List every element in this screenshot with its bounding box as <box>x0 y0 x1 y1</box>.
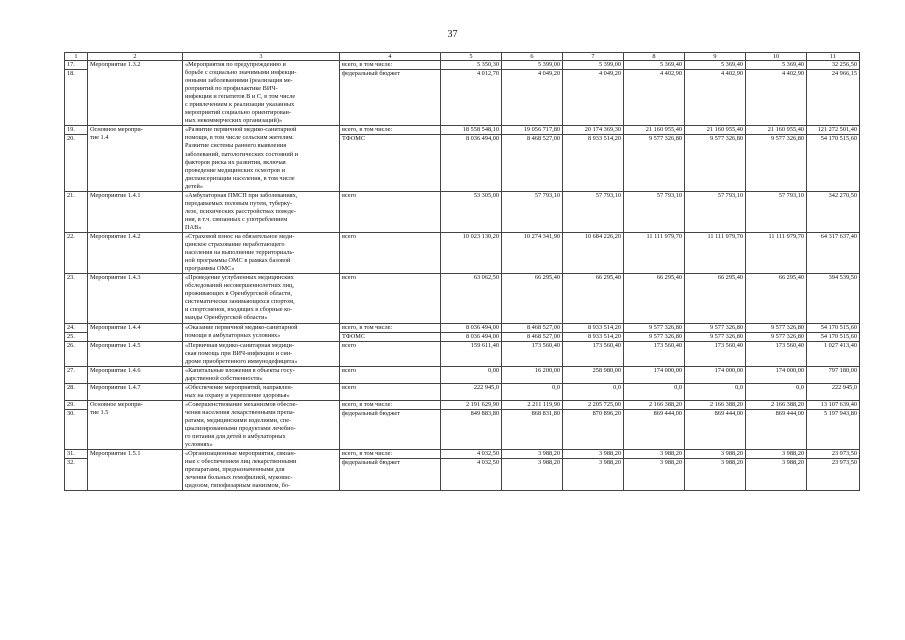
column-header: 9 <box>685 53 746 61</box>
amount-cell: 3 988,20 <box>746 450 807 459</box>
measure-name-cell <box>88 341 183 366</box>
amount-cell: 2 205 725,00 <box>563 400 624 409</box>
amount-cell: 3 988,20 <box>624 450 685 459</box>
measure-name-line: Мероприятие 1.4.5 <box>90 341 141 349</box>
measure-description-line: цинское страхование неработающего <box>185 241 285 249</box>
amount-cell: 9 577 326,80 <box>685 332 746 341</box>
row-number: 32. <box>67 459 75 467</box>
table-row <box>65 450 860 459</box>
measure-description-cell <box>183 450 340 491</box>
funding-source-cell: всего, в том числе: <box>340 450 441 459</box>
amount-cell: 2 166 388,20 <box>746 400 807 409</box>
row-number: 29. <box>67 400 75 408</box>
funding-source-cell: всего, в том числе: <box>340 323 441 332</box>
amount-cell: 9 577 326,80 <box>746 135 807 191</box>
measure-name-line: Мероприятие 1.5.1 <box>90 450 141 458</box>
funding-source-cell: всего <box>340 274 441 323</box>
table-row <box>65 323 860 332</box>
row-number: 23. <box>67 274 75 282</box>
measure-description-line: манды Оренбургской области» <box>185 314 268 322</box>
row-number-cell <box>65 366 88 383</box>
measure-description-line: ская помощь при ВИЧ-инфекции и син- <box>185 349 293 357</box>
measure-name-line: Основное меропри- <box>90 400 143 408</box>
measure-description-cell <box>183 274 340 323</box>
measure-description-line: проведение медицинских осмотров и <box>185 166 285 174</box>
funding-source-cell: всего <box>340 383 441 400</box>
measure-description-line: «Капитальные вложения в объекты госу- <box>185 366 295 374</box>
amount-cell: 21 160 955,40 <box>746 126 807 135</box>
table-row <box>65 366 860 383</box>
amount-cell: 222 945,0 <box>807 383 860 400</box>
amount-cell: 8 933 514,20 <box>563 135 624 191</box>
measure-description-line: ния, в т.ч. связанных с употреблением <box>185 215 288 223</box>
amount-cell: 19 056 717,80 <box>502 126 563 135</box>
amount-cell: 5 369,40 <box>685 61 746 70</box>
measure-name-cell <box>88 400 183 449</box>
amount-cell: 173 560,40 <box>563 341 624 366</box>
measure-description-line: диспансеризации населения, в том числе <box>185 174 295 182</box>
amount-cell: 4 032,50 <box>441 450 502 459</box>
row-number: 27. <box>67 366 75 374</box>
amount-cell: 23 973,50 <box>807 459 860 491</box>
measure-name-cell <box>88 126 183 191</box>
amount-cell: 159 611,40 <box>441 341 502 366</box>
amount-cell: 23 973,50 <box>807 450 860 459</box>
measure-description-line: лезе, психических расстройствах поведе- <box>185 207 296 215</box>
amount-cell: 0,0 <box>624 383 685 400</box>
amount-cell: 0,00 <box>441 366 502 383</box>
amount-cell: 8 468 527,00 <box>502 323 563 332</box>
row-number-cell <box>65 135 88 191</box>
amount-cell: 173 560,40 <box>624 341 685 366</box>
measure-name-cell <box>88 61 183 126</box>
amount-cell: 394 539,50 <box>807 274 860 323</box>
amount-cell: 174 000,00 <box>746 366 807 383</box>
measure-description-cell <box>183 366 340 383</box>
measure-description-line: циализированными продуктами лечебно- <box>185 425 296 433</box>
amount-cell: 0,0 <box>563 383 624 400</box>
table-row <box>65 400 860 409</box>
amount-cell: 2 166 388,20 <box>624 400 685 409</box>
amount-cell: 4 049,20 <box>563 70 624 126</box>
measure-name-line: Мероприятие 1.4.7 <box>90 383 141 391</box>
amount-cell: 173 560,40 <box>685 341 746 366</box>
row-number-cell <box>65 341 88 366</box>
program-budget-table <box>64 52 860 491</box>
row-number-cell <box>65 459 88 491</box>
measure-description-line: заболеваний, патологических состояний и <box>185 150 299 158</box>
column-header: 1 <box>65 53 88 61</box>
amount-cell: 9 577 326,80 <box>624 135 685 191</box>
column-header: 11 <box>807 53 860 61</box>
measure-description-cell <box>183 61 340 126</box>
amount-cell: 869 444,00 <box>746 410 807 450</box>
amount-cell: 10 023 130,20 <box>441 233 502 274</box>
measure-description-line: лечения больных гемофилией, муковис- <box>185 474 293 482</box>
measure-description-cell <box>183 126 340 191</box>
measure-description-line: препаратами, предназначенными для <box>185 466 285 474</box>
measure-description-line: детей» <box>185 182 204 190</box>
row-number-cell <box>65 332 88 341</box>
row-number-cell <box>65 323 88 332</box>
table-row <box>65 191 860 232</box>
measure-description-line: «Организационные мероприятия, связан- <box>185 450 296 458</box>
amount-cell: 66 295,40 <box>624 274 685 323</box>
amount-cell: 8 468 527,00 <box>502 135 563 191</box>
amount-cell: 869 444,00 <box>685 410 746 450</box>
row-number-cell <box>65 233 88 274</box>
amount-cell: 4 402,90 <box>746 70 807 126</box>
amount-cell: 173 560,40 <box>746 341 807 366</box>
amount-cell: 4 032,50 <box>441 459 502 491</box>
measure-name-line: Мероприятие 1.4.2 <box>90 233 141 241</box>
amount-cell: 258 980,00 <box>563 366 624 383</box>
row-number: 20. <box>67 135 75 143</box>
amount-cell: 3 988,20 <box>746 459 807 491</box>
amount-cell: 10 684 226,20 <box>563 233 624 274</box>
funding-source-cell: всего, в том числе: <box>340 61 441 70</box>
row-number: 31. <box>67 450 75 458</box>
amount-cell: 797 180,00 <box>807 366 860 383</box>
measure-name-line: тие 1.4 <box>90 134 109 142</box>
measure-description-line: ных на охрану и укрепление здоровья» <box>185 391 290 399</box>
measure-description-line: борьбе с социально значимыми инфекци- <box>185 69 297 77</box>
amount-cell: 4 402,90 <box>624 70 685 126</box>
table-body <box>65 53 860 491</box>
amount-cell: 1 027 413,40 <box>807 341 860 366</box>
amount-cell: 3 988,20 <box>685 450 746 459</box>
row-number-cell <box>65 274 88 323</box>
row-number-cell <box>65 191 88 232</box>
row-number: 30. <box>67 410 75 417</box>
column-header: 6 <box>502 53 563 61</box>
amount-cell: 20 174 369,30 <box>563 126 624 135</box>
funding-source-cell: всего <box>340 233 441 274</box>
measure-description-cell <box>183 341 340 366</box>
column-number-header-row <box>65 53 860 61</box>
table-row <box>65 341 860 366</box>
amount-cell: 174 000,00 <box>624 366 685 383</box>
funding-source-cell: ТФОМС <box>340 332 441 341</box>
measure-name-cell <box>88 274 183 323</box>
measure-description-line: и спортсменов, входящих в сборные ко- <box>185 306 293 314</box>
amount-cell: 10 274 341,90 <box>502 233 563 274</box>
amount-cell: 66 295,40 <box>746 274 807 323</box>
table-row <box>65 61 860 70</box>
measure-description-line: ные с обеспечением лиц лекарственными <box>185 458 297 466</box>
funding-source-cell: ТФОМС <box>340 135 441 191</box>
funding-source-cell: всего <box>340 191 441 232</box>
amount-cell: 8 933 514,20 <box>563 323 624 332</box>
row-number-cell <box>65 400 88 409</box>
row-number: 24. <box>67 323 75 331</box>
amount-cell: 222 945,0 <box>441 383 502 400</box>
amount-cell: 8 933 514,20 <box>563 332 624 341</box>
measure-description-line: го питания для детей в амбулаторных <box>185 433 286 441</box>
amount-cell: 5 369,40 <box>624 61 685 70</box>
funding-source-cell: всего <box>340 341 441 366</box>
measure-description-cell <box>183 383 340 400</box>
measure-description-line: ных некоммерческих организаций)» <box>185 117 283 125</box>
amount-cell: 0,0 <box>502 383 563 400</box>
measure-description-line: цидозом, гипофизарным нанизмом, бо- <box>185 482 291 490</box>
row-number-cell <box>65 61 88 70</box>
row-number-cell <box>65 450 88 459</box>
column-header: 4 <box>340 53 441 61</box>
amount-cell: 11 111 979,70 <box>624 233 685 274</box>
amount-cell: 5 399,00 <box>502 61 563 70</box>
amount-cell: 9 577 326,80 <box>746 323 807 332</box>
measure-description-line: «Амбулаторная ПМСП при заболеваниях, <box>185 191 298 199</box>
amount-cell: 4 012,70 <box>441 70 502 126</box>
amount-cell: 57 793,10 <box>746 191 807 232</box>
measure-description-line: помощи в амбулаторных условиях» <box>185 331 281 339</box>
measure-description-line: «Первичная медико-санитарная медици- <box>185 341 294 349</box>
table-row <box>65 274 860 323</box>
measure-description-line: «Обеспечение мероприятий, направлен- <box>185 383 293 391</box>
amount-cell: 121 272 501,40 <box>807 126 860 135</box>
funding-source-cell: всего <box>340 366 441 383</box>
row-number: 17. <box>67 61 75 68</box>
amount-cell: 3 988,20 <box>502 450 563 459</box>
amount-cell: 2 191 629,90 <box>441 400 502 409</box>
row-number: 26. <box>67 341 75 349</box>
measure-name-line: Мероприятие 1.4.4 <box>90 323 141 331</box>
measure-description-line: проживающих в Оренбургской области, <box>185 290 293 298</box>
table-row <box>65 126 860 135</box>
measure-name-cell <box>88 366 183 383</box>
amount-cell: 8 036 494,00 <box>441 323 502 332</box>
column-header: 2 <box>88 53 183 61</box>
measure-description-line: условиях» <box>185 441 213 449</box>
amount-cell: 0,0 <box>685 383 746 400</box>
row-number: 19. <box>67 126 75 134</box>
measure-description-line: онными заболеваниями (реализация ме- <box>185 77 293 85</box>
amount-cell: 5 197 943,80 <box>807 410 860 450</box>
amount-cell: 5 369,40 <box>746 61 807 70</box>
amount-cell: 63 062,50 <box>441 274 502 323</box>
amount-cell: 54 170 515,60 <box>807 332 860 341</box>
amount-cell: 4 402,90 <box>685 70 746 126</box>
measure-description-line: инфекции и гепатитов В и С, в том числе <box>185 93 296 101</box>
amount-cell: 9 577 326,80 <box>746 332 807 341</box>
measure-description-line: «Оказание первичной медико-санитарной <box>185 323 298 331</box>
measure-description-line: «Проведение углубленных медицинских <box>185 274 294 282</box>
amount-cell: 2 211 119,90 <box>502 400 563 409</box>
amount-cell: 8 036 494,00 <box>441 135 502 191</box>
column-header: 5 <box>441 53 502 61</box>
funding-source-cell: федеральный бюджет <box>340 459 441 491</box>
amount-cell: 868 831,80 <box>502 410 563 450</box>
amount-cell: 21 160 955,40 <box>624 126 685 135</box>
measure-description-line: Развитие системы раннего выявления <box>185 142 287 150</box>
amount-cell: 13 107 639,40 <box>807 400 860 409</box>
amount-cell: 11 111 979,70 <box>685 233 746 274</box>
measure-name-cell <box>88 233 183 274</box>
amount-cell: 16 200,00 <box>502 366 563 383</box>
amount-cell: 849 883,80 <box>441 410 502 450</box>
amount-cell: 9 577 326,80 <box>685 323 746 332</box>
measure-description-line: ратами, медицинскими изделиями, спе- <box>185 417 292 425</box>
measure-description-cell <box>183 191 340 232</box>
amount-cell: 5 350,30 <box>441 61 502 70</box>
measure-name-cell <box>88 191 183 232</box>
amount-cell: 53 305,00 <box>441 191 502 232</box>
amount-cell: 0,0 <box>746 383 807 400</box>
amount-cell: 57 793,10 <box>624 191 685 232</box>
column-header: 7 <box>563 53 624 61</box>
amount-cell: 2 166 388,20 <box>685 400 746 409</box>
measure-description-line: чения населения лекарственными препа- <box>185 409 295 416</box>
column-header: 8 <box>624 53 685 61</box>
column-header: 3 <box>183 53 340 61</box>
measure-name-line: Основное меропри- <box>90 126 143 134</box>
measure-name-cell <box>88 450 183 491</box>
amount-cell: 342 270,50 <box>807 191 860 232</box>
amount-cell: 3 988,20 <box>624 459 685 491</box>
row-number-cell <box>65 410 88 450</box>
row-number: 22. <box>67 233 75 241</box>
amount-cell: 3 988,20 <box>502 459 563 491</box>
amount-cell: 66 295,40 <box>685 274 746 323</box>
measure-description-line: населения на выполнение территориаль- <box>185 249 295 257</box>
measure-description-cell <box>183 400 340 449</box>
measure-description-line: дарственной собственности» <box>185 374 263 382</box>
amount-cell: 869 444,00 <box>624 410 685 450</box>
funding-source-cell: федеральный бюджет <box>340 410 441 450</box>
measure-description-line: «Мероприятия по предупреждению и <box>185 61 286 68</box>
row-number: 28. <box>67 383 75 391</box>
measure-description-line: «Совершенствование механизмов обеспе- <box>185 400 298 408</box>
amount-cell: 173 560,40 <box>502 341 563 366</box>
measure-name-line: тие 1.5 <box>90 409 109 416</box>
measure-description-line: ПАВ» <box>185 223 202 231</box>
row-number: 18. <box>67 70 75 78</box>
amount-cell: 11 111 979,70 <box>746 233 807 274</box>
measure-name-cell <box>88 323 183 341</box>
measure-description-line: с привлечением к реализации указанных <box>185 101 295 109</box>
column-header: 10 <box>746 53 807 61</box>
amount-cell: 9 577 326,80 <box>624 323 685 332</box>
amount-cell: 57 793,10 <box>502 191 563 232</box>
row-number-cell <box>65 383 88 400</box>
measure-name-line: Мероприятие 1.4.1 <box>90 191 141 199</box>
page-number: 37 <box>447 29 458 40</box>
amount-cell: 3 988,20 <box>685 459 746 491</box>
funding-source-cell: федеральный бюджет <box>340 70 441 126</box>
amount-cell: 57 793,10 <box>563 191 624 232</box>
amount-cell: 9 577 326,80 <box>685 135 746 191</box>
measure-name-line: Мероприятие 1.4.6 <box>90 366 141 374</box>
measure-description-cell <box>183 323 340 341</box>
row-number: 21. <box>67 191 75 199</box>
measure-description-line: факторов риска их развития, включая <box>185 158 286 166</box>
measure-name-line: Мероприятие 1.3.2 <box>90 61 141 68</box>
amount-cell: 8 036 494,00 <box>441 332 502 341</box>
amount-cell: 57 793,10 <box>685 191 746 232</box>
measure-description-line: программы ОМС» <box>185 265 235 273</box>
row-number-cell <box>65 70 88 126</box>
funding-source-cell: всего, в том числе: <box>340 400 441 409</box>
amount-cell: 21 160 955,40 <box>685 126 746 135</box>
table-row <box>65 383 860 400</box>
amount-cell: 66 295,40 <box>502 274 563 323</box>
amount-cell: 174 000,00 <box>685 366 746 383</box>
measure-description-line: «Развитие первичной медико-санитарной <box>185 126 297 134</box>
measure-description-line: помощи, в том числе сельским жителям. <box>185 134 294 142</box>
amount-cell: 54 170 515,60 <box>807 135 860 191</box>
measure-description-line: передаваемых половым путем, туберку- <box>185 199 293 207</box>
table-row <box>65 233 860 274</box>
amount-cell: 870 896,20 <box>563 410 624 450</box>
amount-cell: 24 966,15 <box>807 70 860 126</box>
amount-cell: 3 988,20 <box>563 459 624 491</box>
measure-description-cell <box>183 233 340 274</box>
measure-name-line: Мероприятие 1.4.3 <box>90 274 141 282</box>
measure-description-line: обследований несовершеннолетних лиц, <box>185 282 294 290</box>
amount-cell: 9 577 326,80 <box>624 332 685 341</box>
amount-cell: 8 468 527,00 <box>502 332 563 341</box>
measure-description-line: «Страховой взнос на обязательное меди- <box>185 233 295 241</box>
amount-cell: 18 558 548,10 <box>441 126 502 135</box>
row-number: 25. <box>67 332 75 340</box>
measure-description-line: мероприятий социально ориентирован- <box>185 109 291 117</box>
amount-cell: 66 295,40 <box>563 274 624 323</box>
amount-cell: 3 988,20 <box>563 450 624 459</box>
amount-cell: 64 317 637,40 <box>807 233 860 274</box>
amount-cell: 54 170 515,60 <box>807 323 860 332</box>
measure-description-line: ной программы ОМС в рамках базовой <box>185 257 291 265</box>
measure-description-line: роприятий по профилактике ВИЧ- <box>185 85 278 93</box>
amount-cell: 5 399,00 <box>563 61 624 70</box>
measure-name-cell <box>88 383 183 400</box>
amount-cell: 32 256,50 <box>807 61 860 70</box>
measure-description-line: дроме приобретенного иммунодефицита» <box>185 357 298 365</box>
measure-description-line: систематически занимающихся спортом, <box>185 298 295 306</box>
row-number-cell <box>65 126 88 135</box>
amount-cell: 4 049,20 <box>502 70 563 126</box>
funding-source-cell: всего, в том числе: <box>340 126 441 135</box>
